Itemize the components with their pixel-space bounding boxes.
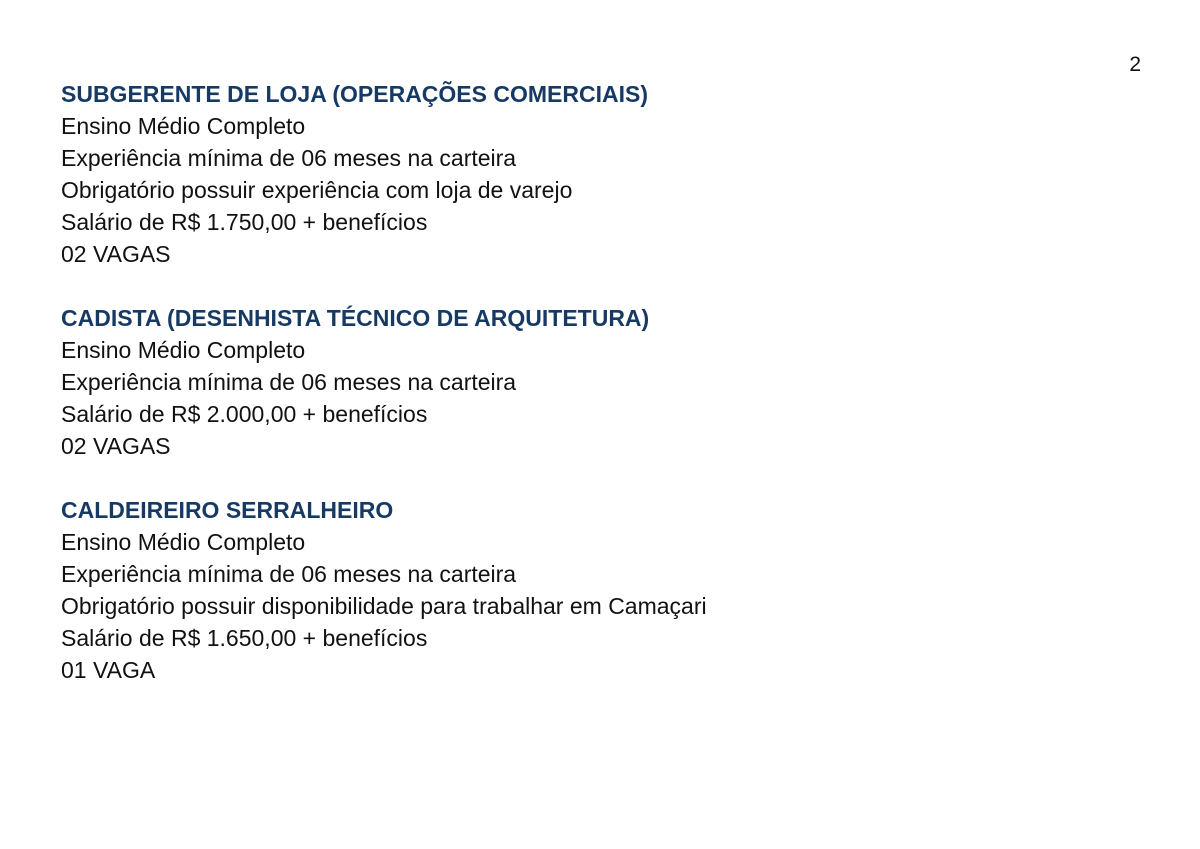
job-requirement: Obrigatório possuir disponibilidade para trabalhar em Camaçari	[61, 593, 707, 619]
job-requirement: Experiência mínima de 06 meses na carteira	[61, 561, 517, 587]
page-number: 2	[1129, 53, 1141, 76]
job-vacancies: 02 VAGAS	[61, 241, 171, 267]
job-requirement: Ensino Médio Completo	[61, 113, 306, 139]
job-salary: Salário de R$ 2.000,00 + benefícios	[61, 401, 428, 427]
job-requirement: Obrigatório possuir experiência com loja de varejo	[61, 177, 573, 203]
job-vacancies: 02 VAGAS	[61, 433, 171, 459]
job-listing-subgerente-de-loja	[61, 78, 1141, 270]
job-listings	[61, 78, 1141, 718]
job-requirement: Ensino Médio Completo	[61, 337, 306, 363]
job-requirement: Experiência mínima de 06 meses na carteira	[61, 369, 517, 395]
job-title: CALDEIREIRO SERRALHEIRO	[61, 497, 394, 523]
job-requirement: Experiência mínima de 06 meses na carteira	[61, 145, 517, 171]
job-listing-caldeireiro-serralheiro	[61, 494, 1141, 686]
job-title: CADISTA (DESENHISTA TÉCNICO DE ARQUITETURA)	[61, 305, 650, 331]
job-salary: Salário de R$ 1.650,00 + benefícios	[61, 625, 428, 651]
job-salary: Salário de R$ 1.750,00 + benefícios	[61, 209, 428, 235]
job-vacancies: 01 VAGA	[61, 657, 156, 683]
job-title: SUBGERENTE DE LOJA (OPERAÇÕES COMERCIAIS)	[61, 81, 648, 107]
job-listing-cadista	[61, 302, 1141, 462]
job-requirement: Ensino Médio Completo	[61, 529, 306, 555]
